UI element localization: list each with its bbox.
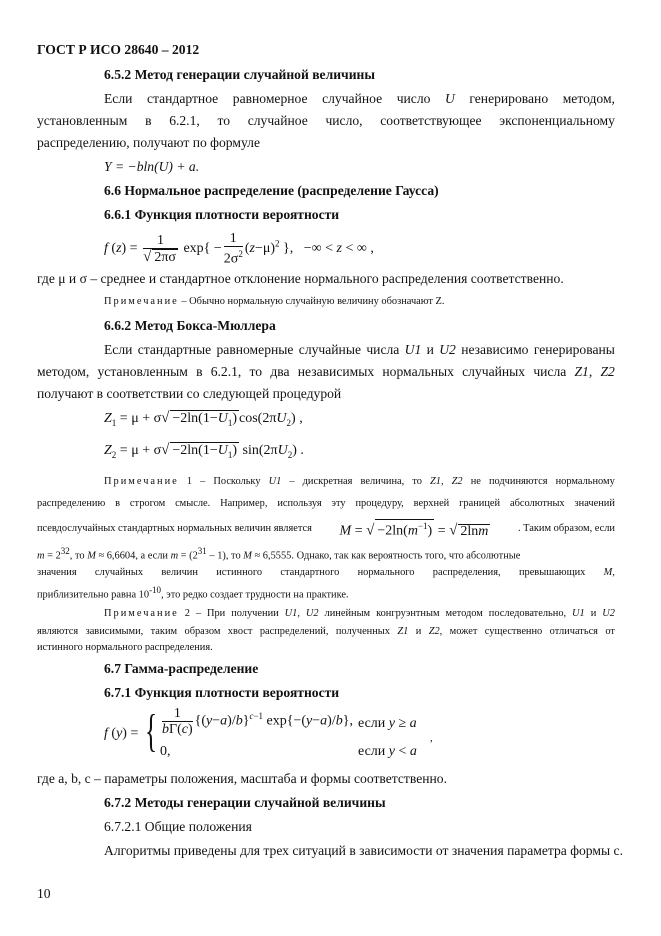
note1-line3: псевдослучайных стандартных нормальных величин является M = √ $-2\ln(m^{-1})$ = √ 2lnm . Таким образом, если <box>37 521 615 539</box>
note2-line1: Примечание 2 – При получении U1, U2 линейным конгруэнтным методом последовательно, U1 и U2 <box>104 608 615 619</box>
s662-para-line2: методом, установленным в 6.2.1, то два независимых нормальных случайных числа Z1, Z2 <box>37 364 615 379</box>
gamma-algorithms-text: Алгоритмы приведены для трех ситуаций в зависимости от значения параметра формы c. <box>104 843 623 858</box>
s662-para-line1: Если стандартные равномерные случайные числа U1 и U2 независимо генерированы <box>104 342 615 357</box>
note2-line3: истинного нормального распределения. <box>37 642 213 653</box>
heading-6-7-2-1: 6.7.2.1 Общие положения <box>104 819 252 834</box>
s662-para-line3: получают в соответствии со следующей процедурой <box>37 386 342 401</box>
heading-6-6: 6.6 Нормальное распределение (распределение Гаусса) <box>104 183 439 198</box>
box-muller-z1: $Z_1 = \mu + \sigma√ -2\ln(1-U_1)$ $\cos(2\pi U_2)$ , <box>104 410 303 431</box>
note2-line2: являются зависимыми, таким образом хвост распределений, полученных Z1 и Z2, может существенно отличаться от <box>37 626 615 637</box>
heading-6-7-2: 6.7.2 Методы генерации случайной величины <box>104 795 386 810</box>
s652-para-line1: Если стандартное равномерное случайное число U генерировано методом, <box>104 91 615 106</box>
heading-6-5-2: 6.5.2 Метод генерации случайной величины <box>104 67 375 82</box>
header-standard: ГОСТ Р ИСО 28640 – 2012 <box>37 42 200 57</box>
exponential-formula: Y = −bln(U) + a. <box>104 159 200 174</box>
gamma-where: где a, b, c – параметры положения, масштаба и формы соответственно. <box>37 771 447 786</box>
normal-note: Примечание – Обычно нормальную случайную величину обозначают Z. <box>104 296 445 307</box>
note1-line5: значения случайных величин истинного стандартного нормального распределения, превышающих M, <box>37 567 615 578</box>
note1-line2: распределению в строгом смысле. Например, используя эту процедуру, верхней границей абсолютных значений <box>37 498 615 509</box>
s652-para-line2: установленным в 6.2.1, то случайное число, соответствующее экспоненциальному <box>37 113 615 128</box>
page-number: 10 <box>37 886 51 901</box>
normal-pdf-formula: f (z) = $\frac{1}{√ 2\pi\sigma}$ exp{ − $\frac{1}{2\sigma^2}$ $(z-\mu)^2$ }, −∞ < z < ∞ , <box>104 231 374 267</box>
normal-where: где μ и σ – среднее и стандартное отклонение нормального распределения соответственно. <box>37 271 564 286</box>
box-muller-z2: $Z_2 = \mu + \sigma√ -2\ln(1-U_1)$ $\sin(2\pi U_2)$ . <box>104 442 304 463</box>
note1-line4: $m = 2^{32}$, то M ≈ 6,6604, а если $m = (2^{31} - 1)$, то M ≈ 6,5555. Однако, так как вероятность того, что абсолютные <box>37 546 521 562</box>
note1-line6: приблизительно равна $10^{-10}$, это редко создает трудности на практике. <box>37 585 349 601</box>
s652-para-line3: распределению, получают по формуле <box>37 135 261 150</box>
heading-6-6-2: 6.6.2 Метод Бокса-Мюллера <box>104 318 276 333</box>
document-page: ГОСТ Р ИСО 28640 – 2012 6.5.2 Метод генерации случайной величины Если стандартное равномерное случайное число U генерировано методом, установленным в 6.2.1, то случайное число, соответствующее экспоненциальному распределению, получают по формуле Y = −bln(U) + a. 6.6 Нормальное распределение (распределение Гаусса) 6.6.1 Функция плотности вероятности f (z) = $\frac{1}{√ 2\pi\sigma}$ exp{ − $\frac{1}{2\sigma^2}$ $(z-\mu)^2$ }, −∞ < z < ∞ , где μ и σ – среднее и стандартное отклонение нормального распределения соответственно. Примечание – Обычно нормальную случайную величину обозначают Z. 6.6.2 Метод Бокса-Мюллера Если стандартные равномерные случайные числа U1 и U2 независимо генерированы методом, установленным в 6.2.1, то два независимых нормальных случайных числа Z1, Z2 получают в соответствии со следующей процедурой $Z_1 = \mu + \sigma√ -2\ln(1-U_1)$ $\cos(2\pi U_2)$ , $Z_2 = \mu + \sigma√ -2\ln(1-U_1)$ $\sin(2\pi U_2)$ . Примечание 1 – Поскольку U1 – дискретная величина, то Z1, Z2 не подчиняются нормальному распределению в строгом смысле. Например, используя эту процедуру, верхней границей абсолютных значений псевдослучайных стандартных нормальных величин является M = √ $-2\ln(m^{-1})$ = √ 2lnm . Таким образом, если $m = 2^{32}$, то M ≈ 6,6604, а если $m = (2^{31} - 1)$, то M ≈ 6,5555. Однако, так как вероятность того, что абсолютные значения случайных величин истинного стандартного нормального распределения, превышающих M, приблизительно равна $10^{-10}$, это редко создает трудности на практике. Примечание 2 – При получении U1, U2 линейным конгруэнтным методом последовательно, U1 и U2 являются зависимыми, таким образом хвост распределений, полученных Z1 и Z2, может существенно отличаться от истинного нормального распределения. 6.7 Гамма-распределение 6.7.1 Функция плотности вероятности f (y) = { $\frac{1}{b\Gamma(c)}$ $\{(y-a)/b\}^{c-1}$ exp{−(y−a)/b}, если y ≥ a 0, если y < a , где a, b, c – параметры положения, масштаба и формы соответственно. 6.7.2 Методы генерации случайной величины 6.7.2.1 Общие положения Алгоритмы приведены для трех ситуаций в зависимости от значения параметра формы c. 10 <box>37 42 623 901</box>
heading-6-6-1: 6.6.1 Функция плотности вероятности <box>104 207 340 222</box>
note1-line1: Примечание 1 – Поскольку U1 – дискретная величина, то Z1, Z2 не подчиняются нормальному <box>104 476 615 487</box>
heading-6-7: 6.7 Гамма-распределение <box>104 661 259 676</box>
heading-6-7-1: 6.7.1 Функция плотности вероятности <box>104 685 340 700</box>
